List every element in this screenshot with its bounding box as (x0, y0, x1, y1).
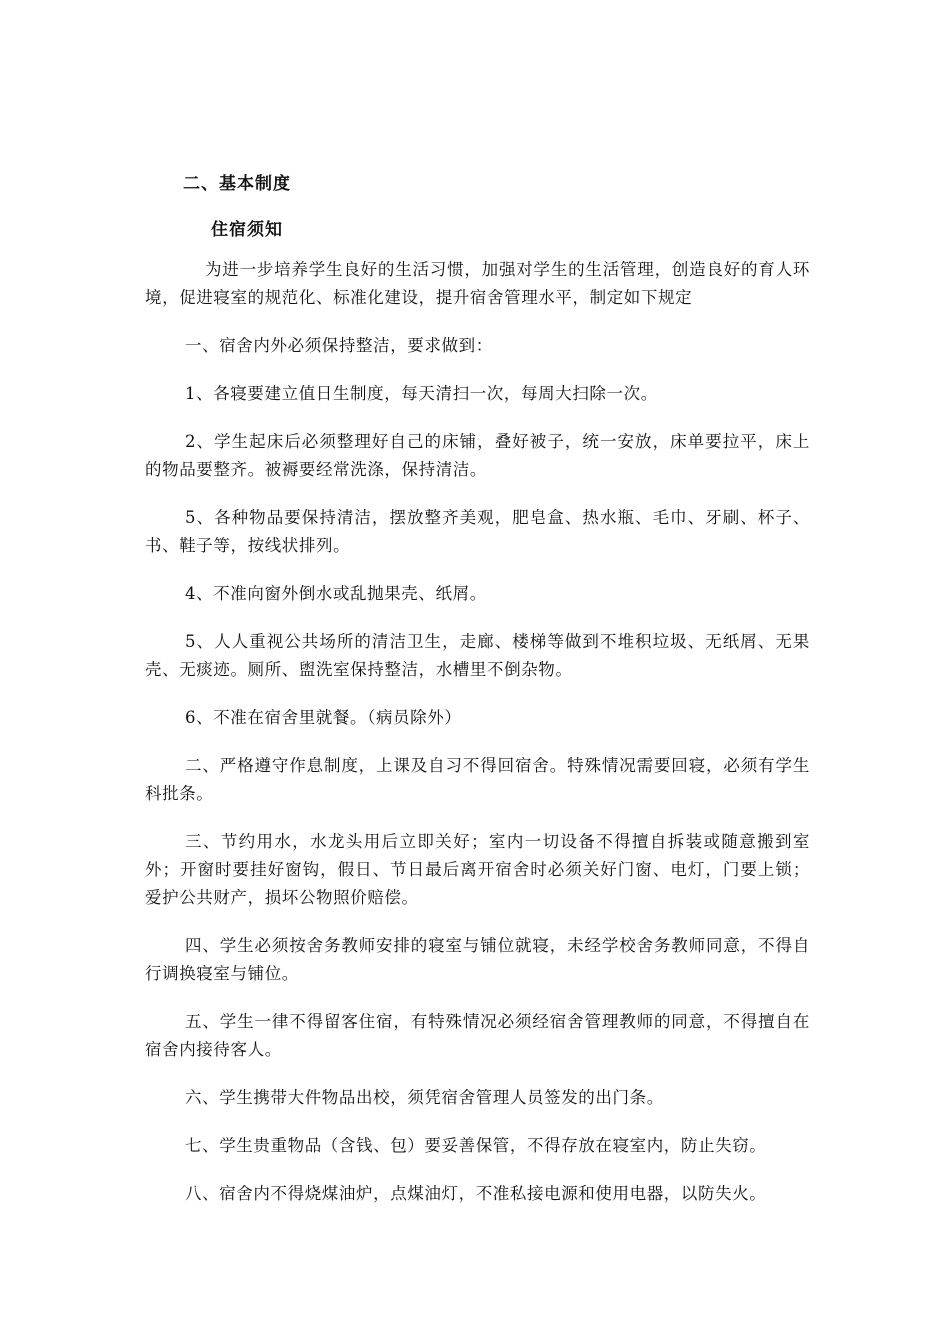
rule-item: 1、各寝要建立值日生制度，每天清扫一次，每周大扫除一次。 (185, 384, 658, 403)
rule-heading-3: 三、节约用水，水龙头用后立即关好；室内一切设备不得擅自拆装或随意搬到室外；开窗时要挂好窗钩，假日、节日最后离开宿舍时必须关好门窗、电灯，门要上锁；爱护公共财产，损坏公物照价赔偿。 (145, 832, 810, 907)
rule-heading-1: 一、宿舍内外必须保持整洁，要求做到： (185, 336, 493, 355)
section-title: 二、基本制度 (183, 174, 291, 194)
rule-item: 5、各种物品要保持清洁，摆放整齐美观，肥皂盒、热水瓶、毛巾、牙刷、杯子、书、鞋子等，按线状排列。 (145, 508, 810, 555)
rule-item: 2、学生起床后必须整理好自己的床铺，叠好被子，统一安放，床单要拉平，床上的物品要整齐。被褥要经常洗涤，保持清洁。 (145, 432, 810, 479)
sub-title: 住宿须知 (211, 220, 283, 240)
rule-item: 5、人人重视公共场所的清洁卫生，走廊、楼梯等做到不堆积垃圾、无纸屑、无果壳、无痰迹。厕所、盥洗室保持整洁，水槽里不倒杂物。 (145, 632, 810, 679)
rule-item: 6、不准在宿舍里就餐。（病员除外） (185, 708, 462, 727)
rule-heading-8: 八、宿舍内不得烧煤油炉，点煤油灯，不准私接电源和使用电器，以防失火。 (185, 1184, 767, 1203)
rule-heading-6: 六、学生携带大件物品出校，须凭宿舍管理人员签发的出门条。 (185, 1088, 664, 1107)
rule-heading-7: 七、学生贵重物品（含钱、包）要妥善保管，不得存放在寝室内，防止失窃。 (185, 1136, 767, 1155)
rule-heading-5: 五、学生一律不得留客住宿，有特殊情况必须经宿舍管理教师的同意，不得擅自在宿舍内接待客人。 (145, 1012, 810, 1059)
intro-paragraph: 为进一步培养学生良好的生活习惯，加强对学生的生活管理，创造良好的育人环境，促进寝室的规范化、标准化建设，提升宿舍管理水平，制定如下规定 (145, 260, 810, 307)
document-body (145, 170, 810, 1228)
rule-heading-4: 四、学生必须按舍务教师安排的寝室与铺位就寝，未经学校舍务教师同意，不得自行调换寝室与铺位。 (145, 936, 810, 983)
rule-heading-2: 二、严格遵守作息制度，上课及自习不得回宿舍。特殊情况需要回寝，必须有学生科批条。 (145, 756, 810, 803)
rule-item: 4、不准向窗外倒水或乱抛果壳、纸屑。 (185, 584, 487, 603)
